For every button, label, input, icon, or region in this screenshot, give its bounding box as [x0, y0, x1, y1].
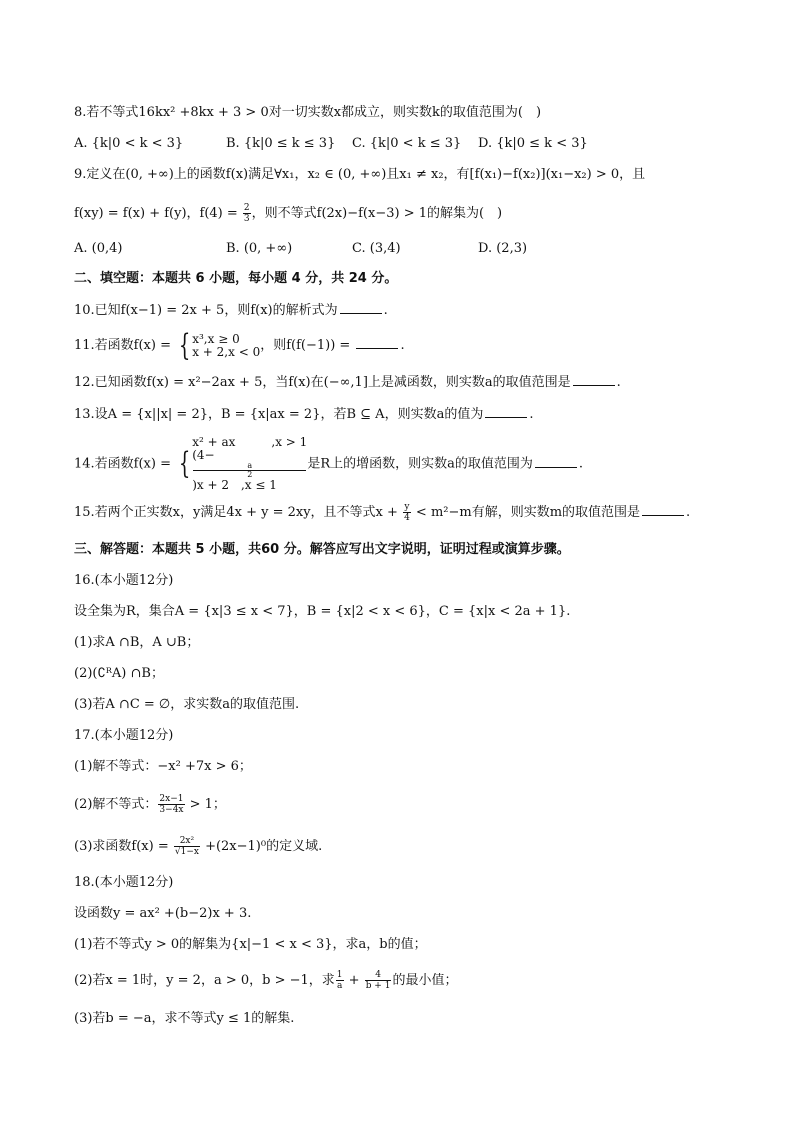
q9-option-a: A. (0,4) — [74, 241, 123, 256]
piecewise-cases: x² + ax ,x > 1 (4− a 2 )x + 2 ,x ≤ 1 — [192, 435, 308, 492]
fraction: $\frac{2x-1}{3-4x}$ — [159, 794, 184, 815]
q15: 15.若两个正实数x，y满足4x + y = 2xy，且不等式x + $\frac{y}{4}$ < m²−m有解，则实数m的取值范围是 . — [74, 502, 691, 523]
q8-stem: 8.若不等式16kx² +8kx + 3 > 0对一切实数x都成立，则实数k的取值范围为( ) — [74, 105, 542, 120]
q17-part2: (2)解不等式： $\frac{2x-1}{3-4x}$ > 1； — [74, 794, 226, 815]
q14: 14.若函数f(x) = { x² + ax ,x > 1 (4− a 2 )x + 2 ,x ≤ 1 是R上的增函数，则实数a的取值范围为 . — [74, 435, 583, 492]
q17-part3: (3)求函数f(x) = $\frac{\text{2x²}}{√1-x}$ +(2x−1)⁰的定义域. — [74, 836, 323, 857]
q16-stem: 设全集为R，集合A = {x|3 ≤ x < 7}，B = {x|2 < x < 6}，C = {x|x < 2a + 1}. — [74, 604, 571, 619]
q18-part2: (2)若x = 1时，y = 2，a > 0，b > −1，求 $\frac{1}{a}$ + $\frac{4}{b + 1}$ 的最小值； — [74, 970, 458, 991]
q18-heading: 18.(本小题12分) — [74, 875, 174, 890]
q9-stem-line1: 9.定义在(0, +∞)上的函数f(x)满足∀x₁，x₂ ∈ (0, +∞)且x₁ ≠ x₂，有[f(x₁)−f(x₂)](x₁−x₂) > 0，且 — [74, 167, 646, 182]
q8-option-b: B. {k|0 ≤ k ≤ 3} — [226, 136, 336, 151]
answer-blank — [485, 405, 527, 418]
section-2-heading: 二、填空题：本题共 6 小题，每小题 4 分，共 24 分。 — [74, 271, 398, 286]
q13: 13.设A = {x||x| = 2}，B = {x|ax = 2}，若B ⊆ A，则实数a的值为 . — [74, 407, 534, 422]
q18-part3: (3)若b = −a，求不等式y ≤ 1的解集. — [74, 1011, 295, 1026]
q9-stem-line2: f(xy) = f(x) + f(y)，f(4) = $\frac{2}{3}$ ，则不等式f(2x)−f(x−3) > 1的解集为( ) — [74, 203, 503, 224]
q8-option-c: C. {k|0 < k ≤ 3} — [352, 136, 462, 151]
q9-option-c: C. (3,4) — [352, 241, 401, 256]
section-3-heading: 三、解答题：本题共 5 小题，共60 分。解答应写出文字说明，证明过程或演算步骤。 — [74, 542, 570, 557]
fraction: $\frac{4}{b + 1}$ — [365, 970, 391, 991]
fraction: $\frac{y}{4}$ — [404, 502, 410, 523]
q12: 12.已知函数f(x) = x²−2ax + 5，当f(x)在(−∞,1]上是减函数，则实数a的取值范围是 . — [74, 375, 621, 390]
q10: 10.已知f(x−1) = 2x + 5，则f(x)的解析式为 . — [74, 303, 388, 318]
q18-stem: 设函数y = ax² +(b−2)x + 3. — [74, 906, 252, 921]
q16-part1: (1)求A ∩B，A ∪B； — [74, 635, 200, 650]
answer-blank — [535, 455, 577, 468]
answer-blank — [573, 373, 615, 386]
q16-part3: (3)若A ∩C = ∅，求实数a的取值范围. — [74, 697, 300, 712]
q9-option-b: B. (0, +∞) — [226, 241, 293, 256]
q9-option-d: D. (2,3) — [478, 241, 528, 256]
fraction: $\frac{2}{3}$ — [243, 203, 250, 224]
q18-part1: (1)若不等式y > 0的解集为{x|−1 < x < 3}，求a，b的值； — [74, 937, 427, 952]
q8-option-d: D. {k|0 ≤ k < 3} — [478, 136, 588, 151]
q16-heading: 16.(本小题12分) — [74, 573, 174, 588]
q17-heading: 17.(本小题12分) — [74, 728, 174, 743]
answer-blank — [340, 301, 382, 314]
fraction: $\frac{1}{a}$ — [336, 970, 343, 991]
left-brace: { — [178, 446, 191, 481]
left-brace: { — [178, 327, 191, 363]
fraction: $\frac{\text{2x²}}{√1-x}$ — [174, 836, 199, 857]
q11: 11.若函数f(x) = { x³,x ≥ 0 x + 2,x < 0 ，则f(f(−1)) = . — [74, 327, 405, 363]
piecewise-cases: x³,x ≥ 0 x + 2,x < 0 — [192, 331, 261, 359]
q16-part2: (2)(∁ᴿA) ∩B； — [74, 666, 164, 681]
q17-part1: (1)解不等式：−x² +7x > 6； — [74, 759, 252, 774]
q8-option-a: A. {k|0 < k < 3} — [74, 136, 184, 151]
answer-blank — [356, 336, 398, 349]
answer-blank — [642, 503, 684, 516]
